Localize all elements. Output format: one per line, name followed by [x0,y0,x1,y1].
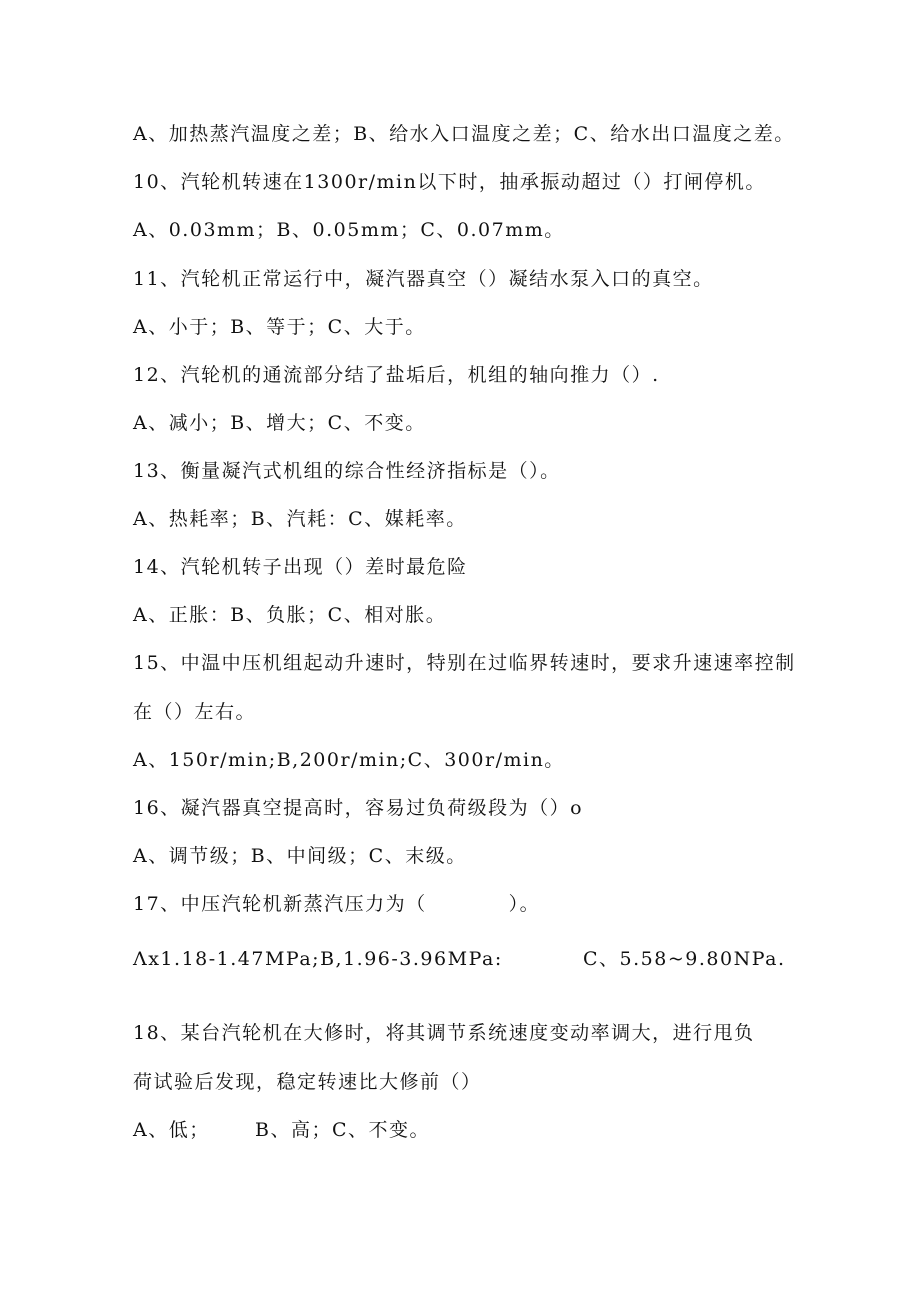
q10-question: 10、汽轮机转速在1300r/min以下时，抽承振动超过（）打闸停机。 [133,171,766,193]
q12-question: 12、汽轮机的通流部分结了盐垢后，机组的轴向推力（）. [133,364,660,386]
q9-options: A、加热蒸汽温度之差；B、给水入口温度之差；C、给水出口温度之差。 [133,123,795,145]
q17-option-ab: Λx1.18-1.47MPa;B,1.96-3.96MPa: [133,948,503,970]
q17-option-c: C、5.58~9.80NPa. [583,948,786,970]
q13-question: 13、衡量凝汽式机组的综合性经济指标是（）。 [133,460,561,482]
q17-question: 17、中压汽轮机新蒸汽压力为（ ）。 [133,893,541,915]
q11-question: 11、汽轮机正常运行中，凝汽器真空（）凝结水泵入口的真空。 [133,268,714,290]
q13-options: A、热耗率；B、汽耗：C、媒耗率。 [133,508,467,530]
q12-options: A、减小；B、增大；C、不变。 [133,412,426,434]
q15-question: 15、中温中压机组起动升速时，特别在过临界转速时，要求升速速率控制 [133,652,796,674]
q15-question-cont: 在（）左右。 [133,701,257,723]
q14-options: A、正胀：B、负胀；C、相对胀。 [133,604,447,626]
q14-question: 14、汽轮机转子出现（）差时最危险 [133,556,468,578]
q11-options: A、小于；B、等于；C、大于。 [133,316,426,338]
q10-options: A、0.03mm；B、0.05mm；C、0.07mm。 [133,219,565,241]
q15-options: A、150r/min;B,200r/min;C、300r/min。 [133,749,565,771]
q18-option-bc: B、高；C、不变。 [255,1119,431,1141]
q16-options: A、调节级；B、中间级；C、末级。 [133,845,467,867]
q18-question: 18、某台汽轮机在大修时，将其调节系统速度变动率调大，进行甩负 [133,1022,755,1044]
q18-option-a: A、低； [133,1119,210,1141]
q16-question: 16、凝汽器真空提高时，容易过负荷级段为（）o [133,797,584,819]
q18-question-cont: 荷试验后发现，稳定转速比大修前（） [133,1071,482,1093]
